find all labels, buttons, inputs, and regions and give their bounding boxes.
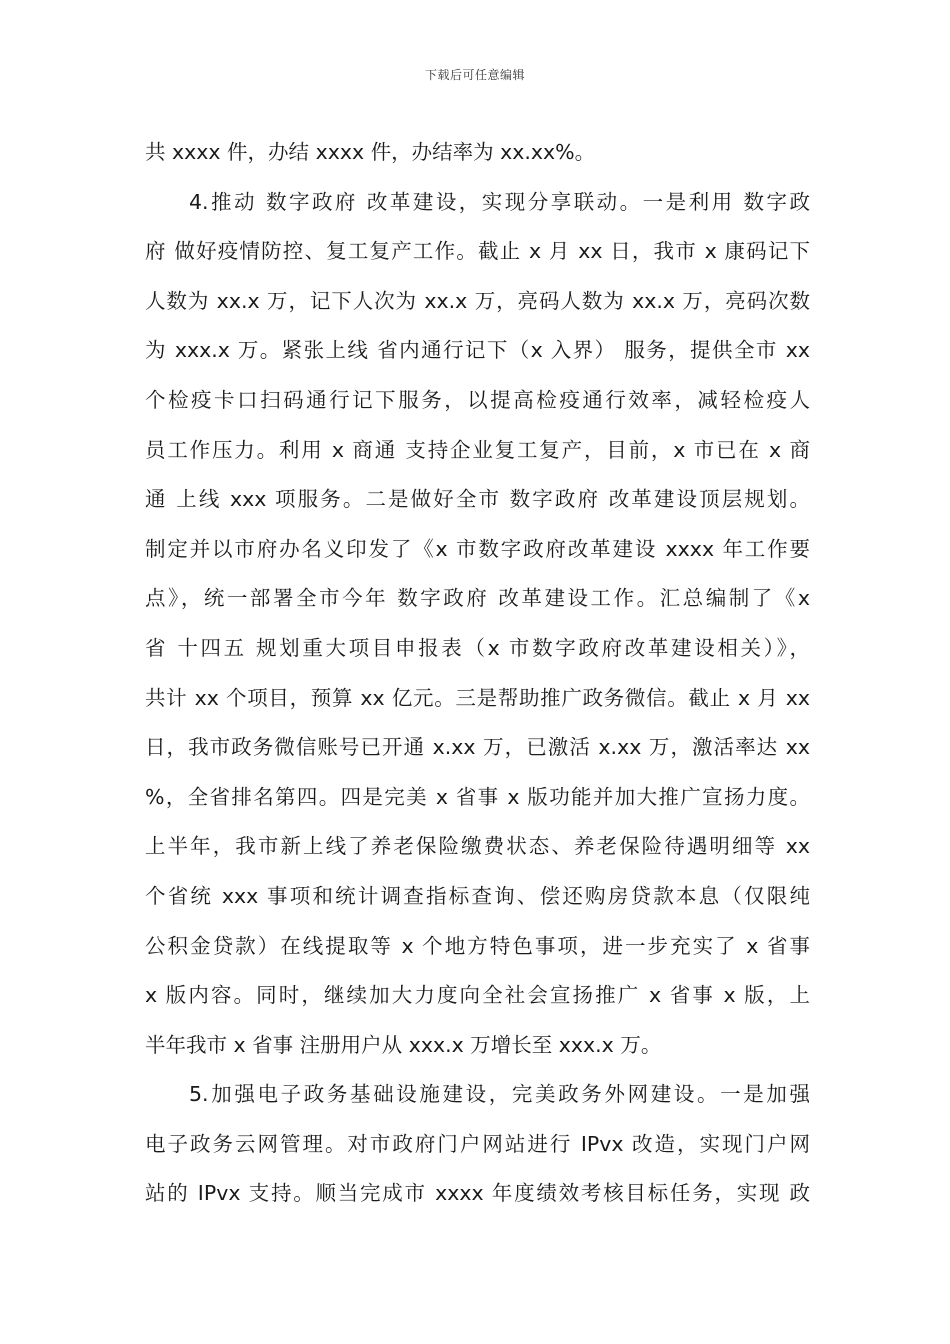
text-line: 个检疫卡口扫码通行记下服务，以提高检疫通行效率，减轻检疫人 xyxy=(145,387,810,412)
paragraph-start-line: 4.推动 数字政府 改革建设，实现分享联动。一是利用 数字政 xyxy=(189,189,810,214)
text-line: 点》，统一部署全市今年 数字政府 改革建设工作。汇总编制了《x xyxy=(145,586,810,611)
text-line: 半年我市 x 省事 注册用户从 xxx.x 万增长至 xxx.x 万。 xyxy=(145,1032,662,1057)
text-line: 共 xxxx 件，办结 xxxx 件，办结率为 xx.xx%。 xyxy=(145,140,596,164)
text-line: 府 做好疫情防控、复工复产工作。截止 x 月 xx 日，我市 x 康码记下 xyxy=(145,239,810,264)
text-line: 上半年，我市新上线了养老保险缴费状态、养老保险待遇明细等 xx xyxy=(145,834,810,859)
text-line: 制定并以市府办名义印发了《x 市数字政府改革建设 xxxx 年工作要 xyxy=(145,536,810,561)
text-line: 共计 xx 个项目，预算 xx 亿元。三是帮助推广政务微信。截止 x 月 xx xyxy=(145,685,810,710)
text-line: 公积金贷款）在线提取等 x 个地方特色事项，进一步充实了 x 省事 xyxy=(145,933,810,958)
text-line: 人数为 xx.x 万，记下人次为 xx.x 万，亮码人数为 xx.x 万，亮码次数 xyxy=(145,288,810,313)
text-line: x 版内容。同时，继续加大力度向全社会宣扬推广 x 省事 x 版，上 xyxy=(145,983,810,1008)
text-line: 通 上线 xxx 项服务。二是做好全市 数字政府 改革建设顶层规划。 xyxy=(145,487,810,512)
text-line: 站的 IPvx 支持。顺当完成市 xxxx 年度绩效考核目标任务，实现 政 xyxy=(145,1181,810,1206)
text-line: 日，我市政务微信账号已开通 x.xx 万，已激活 x.xx 万，激活率达 xx xyxy=(145,735,810,760)
text-line: 员工作压力。利用 x 商通 支持企业复工复产，目前，x 市已在 x 商 xyxy=(145,437,810,462)
text-line: 省 十四五 规划重大项目申报表（x 市数字政府改革建设相关）》， xyxy=(145,635,810,660)
text-line: 个省统 xxx 事项和统计调查指标查询、偿还购房贷款本息（仅限纯 xyxy=(145,883,810,908)
text-line: 为 xxx.x 万。紧张上线 省内通行记下（x 入界） 服务，提供全市 xx xyxy=(145,338,810,363)
text-line: 电子政务云网管理。对市政府门户网站进行 IPvx 改造，实现门户网 xyxy=(145,1131,810,1156)
paragraph-start-line: 5.加强电子政务基础设施建设，完美政务外网建设。一是加强 xyxy=(189,1082,810,1107)
text-line: %，全省排名第四。四是完美 x 省事 x 版功能并加大推广宣扬力度。 xyxy=(145,784,810,809)
page-header: 下载后可任意编辑 xyxy=(424,68,525,82)
document-body xyxy=(145,128,810,1219)
